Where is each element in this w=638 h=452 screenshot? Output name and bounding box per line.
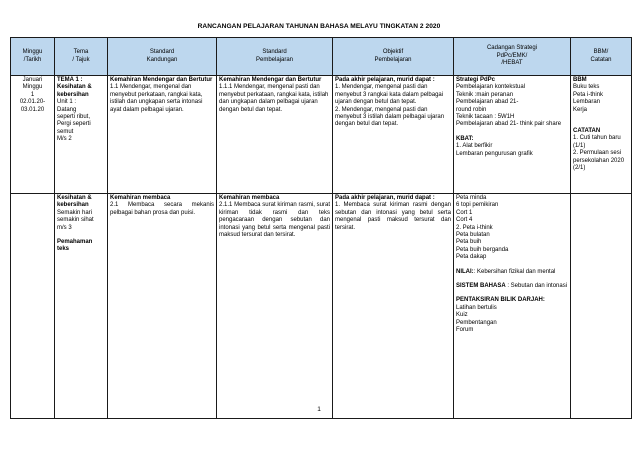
tema-name: Kesihatan & kebersihan [57,84,92,98]
cell-cadangan-strategi: Peta minda 6 topi pemikiran Cort 1 Cort 4 2. Peta i-think Peta bulatan Peta buih Peta buih berganda Peta dakap NILAI:: Kebersihan fizikal dan mental SISTEM BAHASA : Sebutan dan intonasi PENTAKSIRAN BILIK DARJAH: Latihan bertulis Kuiz Pembentangan Forum [454,194,571,419]
header-tema: Tema / Tajuk [55,38,108,76]
cell-tema: Kesihatan & kebersihan Semakin hari semakin sihat m/s 3 Pemahaman teks [55,194,108,419]
table-row [11,76,632,194]
table-row [11,194,632,419]
cell-standard-kandungan: Kemahiran membaca 2.1 Membaca secara mekanis pelbagai bahan prosa dan puisi. [108,194,217,419]
cell-objektif: Pada akhir pelajaran, murid dapat : 1. Membaca surat kiriman rasmi dengan sebutan dan intonasi yang betul serta mengenal pasti maksud tersurat dan tersirat. [333,194,454,419]
header-standard-kandungan: Standard Kandungan [108,38,217,76]
lesson-plan-table [10,37,632,419]
header-bbm-catatan: BBM/ Catatan [571,38,632,76]
cell-tema: TEMA 1 : Kesihatan & kebersihan Unit 1 : Datang seperti ribut, Pergi seperti semut M/s 2 [55,76,108,194]
cell-bbm-catatan [571,194,632,419]
header-cadangan-strategi: Cadangan Strategi PdPc/EMK/ /HEBAT [454,38,571,76]
document-title: RANCANGAN PELAJARAN TAHUNAN BAHASA MELAYU TINGKATAN 2 2020 [197,23,441,30]
cell-standard-pembelajaran: Kemahiran Mendengar dan Bertutur 1.1.1 Mendengar, mengenal pasti dan menyebut perkataan, rangkai kata, istilah dan ungkapan dalam pelbagai ujaran dengan betul dan tepat. [217,76,333,194]
header-standard-pembelajaran: Standard Pembelajaran [217,38,333,76]
cell-bbm-catatan: BBM Buku teks Peta i-think Lembaran Kerja CATATAN 1. Cuti tahun baru (1/1) 2. Permulaan sesi persekolahan 2020 (2/1) [571,76,632,194]
cell-objektif: Pada akhir pelajaran, murid dapat : 1. Mendengar, mengenal pasti dan menyebut 3 rangkai kata dalam pelbagai ujaran dengan betul dan tepat. 2. Mendengar, mengenal pasti dan menyebut 3 istilah dalam pelbagai ujaran dengan betul dan tepat. [333,76,454,194]
header-objektif: Objektif Pembelajaran [333,38,454,76]
header-row [11,38,632,76]
cell-standard-kandungan: Kemahiran Mendengar dan Bertutur 1.1 Mendengar, mengenal dan menyebut perkataan, rangkai kata, istilah dan ungkapan serta intonasi ayat dalam pelbagai ujaran. [108,76,217,194]
tema-title: TEMA 1 : [57,77,83,83]
header-minggu: Minggu /Tarikh [11,38,55,76]
page-number: 1 [317,406,321,413]
cell-minggu: Januari Minggu 1 02.01.20- 03.01.20 [11,76,55,194]
cell-standard-pembelajaran: Kemahiran membaca 2.1.1 Membaca surat kiriman rasmi, surat kiriman tidak rasmi dan teks pengacaraan dengan sebutan dan intonasi yang betul serta mengenal pasti maksud tersurat dan tersirat. [217,194,333,419]
cell-minggu [11,194,55,419]
cell-cadangan-strategi: Strategi PdPc Pembelajaran kontekstual Teknik :main peranan Pembelajaran abad 21- round robin Teknik tacaan : 5W1H Pembelajaran abad 21- think pair share KBAT: 1. Alat berfikir Lembaran pengurusan grafik [454,76,571,194]
